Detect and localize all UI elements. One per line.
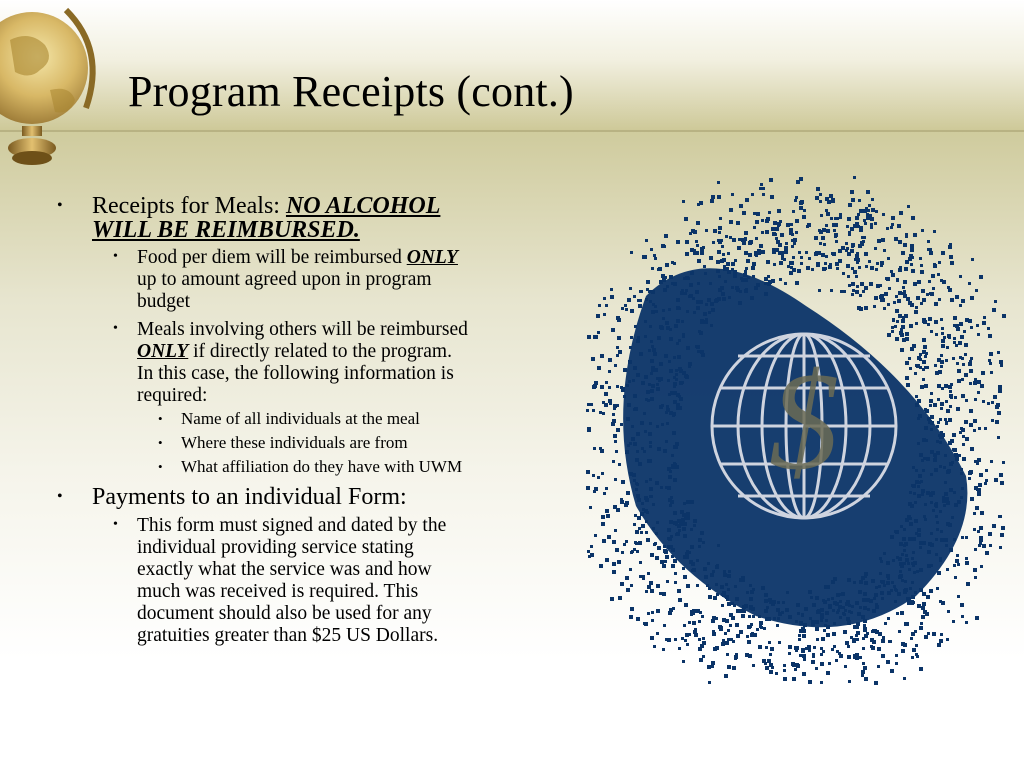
bullet-label: Receipts for Meals: xyxy=(92,193,286,219)
no-alcohol-emphasis: NO ALCOHOL xyxy=(285,193,441,219)
bullet-glyph: • xyxy=(158,411,163,426)
dollar-glyph: $ xyxy=(769,344,839,499)
bullet-glyph: • xyxy=(113,249,118,264)
bullet-food-per-diem-line2: up to amount agreed upon in program xyxy=(137,269,432,290)
only-emphasis: ONLY xyxy=(406,247,458,268)
only-emphasis: ONLY xyxy=(137,341,189,362)
payments-text-line: This form must signed and dated by the xyxy=(137,515,447,536)
bullet-meals-others-line2 xyxy=(137,341,587,363)
info-item: Name of all individuals at the meal xyxy=(181,409,420,428)
payments-text-line: much was received is required. This xyxy=(137,581,419,602)
payments-text-line: gratuities greater than $25 US Dollars. xyxy=(137,625,439,646)
bullet-receipts-meals-line2 xyxy=(92,218,542,242)
dollar-globe-scatter-icon xyxy=(586,176,1006,686)
not-reimbursed-emphasis: WILL BE REIMBURSED. xyxy=(92,217,360,243)
bullet-glyph: • xyxy=(158,435,163,450)
bullet-glyph: • xyxy=(57,488,63,505)
bullet-glyph: • xyxy=(113,321,118,336)
bullet-food-per-diem xyxy=(137,247,587,269)
payments-text-line: exactly what the service was and how xyxy=(137,559,432,580)
bullet-glyph: • xyxy=(57,197,63,214)
bullet-payments: Payments to an individual Form: xyxy=(92,484,407,510)
bullet-glyph: • xyxy=(158,459,163,474)
meals-others-text: if directly related to the program. xyxy=(188,341,452,362)
food-text: Food per diem will be reimbursed xyxy=(137,247,407,268)
bullet-meals-others-line4: required: xyxy=(137,385,208,406)
bullet-glyph: • xyxy=(113,517,118,532)
bullet-meals-others: Meals involving others will be reimbursed xyxy=(137,319,468,340)
bullet-food-per-diem-line3: budget xyxy=(137,291,191,312)
payments-text-line: individual providing service stating xyxy=(137,537,414,558)
payments-text-line: document should also be used for any xyxy=(137,603,432,624)
bullet-receipts-meals xyxy=(92,194,542,218)
bullet-meals-others-line3: In this case, the following information is xyxy=(137,363,454,384)
info-item: Where these individuals are from xyxy=(181,433,408,452)
info-item: What affiliation do they have with UWM xyxy=(181,457,463,476)
slide-title: Program Receipts (cont.) xyxy=(128,67,574,116)
